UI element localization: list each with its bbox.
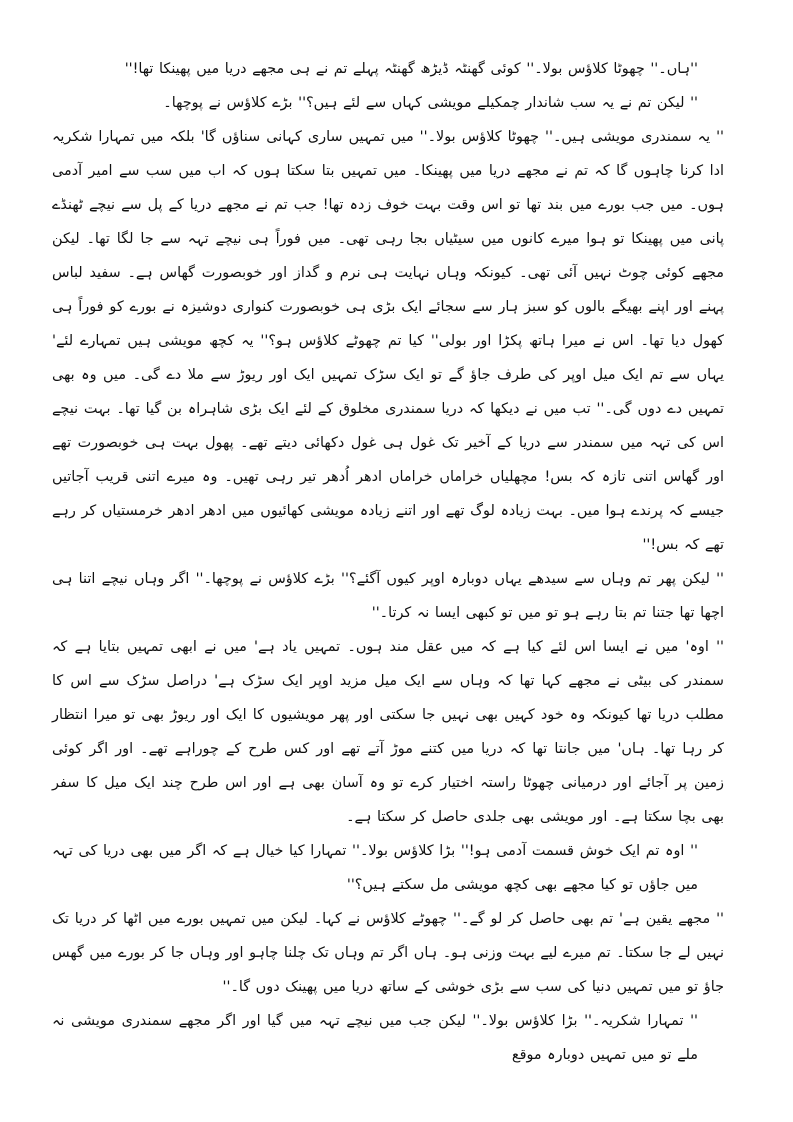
paragraph-6: '' اوہ تم ایک خوش قسمت آدمی ہو!'' بڑا کلاؤس بولا۔'' تمہارا کیا خیال ہے کہ اگر میں بھی دریا کی تہہ میں جاؤں تو کیا مجھے بھی کچھ مویشی مل سکتے ہیں؟'' (52, 843, 698, 893)
story-text (52, 52, 742, 1072)
paragraph-8: '' تمہارا شکریہ۔'' بڑا کلاؤس بولا۔'' لیکن جب میں نیچے تہہ میں گیا اور اگر مجھے سمندری مویشی نہ ملے تو میں تمہیں دوبارہ موقع (52, 1013, 698, 1063)
paragraph-2: '' لیکن تم نے یہ سب شاندار چمکیلے مویشی کہاں سے لئے ہیں؟'' بڑے کلاؤس نے پوچھا۔ (163, 95, 698, 111)
paragraph-5: '' اوہ' میں نے ایسا اس لئے کیا ہے کہ میں عقل مند ہوں۔ تمہیں یاد ہے' میں نے ابھی تمہیں بتایا ہے کہ سمندر کی بیٹی نے مجھے کہا تھا کہ وہاں سے ایک میل مزید اوپر ایک سڑک ہے' دراصل سڑک سے اس کا مطلب دریا تھا کیونکہ وہ خود کہیں بھی نہیں جا سکتی اور پھر مویشیوں کا ایک اور ریوڑ بھی تو میرا انتظار کر رہا تھا۔ ہاں' میں جانتا تھا کہ دریا میں کتنے موڑ آتے تھے اور کس طرح کے چوراہے تھے۔ اور اگر کوئی زمین پر آجائے اور درمیانی چھوٹا راستہ اختیار کرے تو وہ آسان بھی ہے اور اس طرح چند ایک میل کا سفر بھی بچا سکتا ہے۔ اور مویشی بھی جلدی حاصل کر سکتا ہے۔ (52, 639, 724, 825)
paragraph-4: '' لیکن پھر تم وہاں سے سیدھے یہاں دوبارہ اوپر کیوں آگئے؟'' بڑے کلاؤس نے پوچھا۔'' اگر وہاں نیچے اتنا ہی اچھا تھا جتنا تم بتا رہے ہو تو میں تو کبھی ایسا نہ کرتا۔'' (52, 571, 724, 621)
paragraph-1: ''ہاں۔'' چھوٹا کلاؤس بولا۔'' کوئی گھنٹہ ڈیڑھ گھنٹہ پہلے تم نے ہی مجھے دریا میں پھینکا تھا!'' (124, 61, 698, 77)
paragraph-7: '' مجھے یقین ہے' تم بھی حاصل کر لو گے۔'' چھوٹے کلاؤس نے کہا۔ لیکن میں تمہیں بورے میں اٹھا کر دریا تک نہیں لے جا سکتا۔ تم میرے لیے بہت وزنی ہو۔ ہاں اگر تم وہاں تک چلنا چاہو اور وہاں جا کر بورے میں گھس جاؤ تو میں تمہیں دنیا کی سب سے بڑی خوشی کے ساتھ دریا میں پھینک دوں گا۔'' (52, 911, 724, 995)
paragraph-3: '' یہ سمندری مویشی ہیں۔'' چھوٹا کلاؤس بولا۔'' میں تمہیں ساری کہانی سناؤں گا' بلکہ میں تمہارا شکریہ ادا کرنا چاہوں گا کہ تم نے مجھے دریا میں پھینکا۔ میں تمہیں بتا سکتا ہوں کہ اب میں سب سے امیر آدمی ہوں۔ میں جب بورے میں بند تھا تو اس وقت بہت خوف زدہ تھا! جب تم نے مجھے دریا کے پل سے نیچے ٹھنڈے پانی میں پھینکا تو ہوا میرے کانوں میں سیٹیاں بجا رہی تھی۔ میں فوراً ہی نیچے تہہ سے جا لگا تھا۔ لیکن مجھے کوئی چوٹ نہیں آئی تھی۔ کیونکہ وہاں نہایت ہی نرم و گداز اور خوبصورت گھاس ہے۔ سفید لباس پہنے اور اپنے بھیگے بالوں کو سبز ہار سے سجائے ایک بڑی ہی خوبصورت کنواری دوشیزہ نے بورے کو فوراً ہی کھول دیا تھا۔ اس نے میرا ہاتھ پکڑا اور بولی'' کیا تم چھوٹے کلاؤس ہو؟'' یہ کچھ مویشی ہیں تمہارے لئے' یہاں سے تم ایک میل اوپر کی طرف جاؤ گے تو ایک سڑک تمہیں ایک اور ریوڑ سے ملا دے گی۔ میں وہ بھی تمہیں دے دوں گی۔'' تب میں نے دیکھا کہ دریا سمندری مخلوق کے لئے ایک بڑی شاہراہ بن گیا تھا۔ بہت نیچے اس کی تہہ میں سمندر سے دریا کے آخیر تک غول ہی غول دکھائی دیتے تھے۔ پھول بہت ہی خوبصورت تھے اور گھاس اتنی تازہ کہ بس! مچھلیاں خراماں خراماں ادھر اُدھر تیر رہی تھیں۔ وہ میرے اتنی قریب آجاتیں جیسے کہ پرندے ہوا میں۔ بہت زیادہ لوگ تھے اور اتنے زیادہ مویشی کھائیوں میں ادھر ادھر خرمستیاں کر رہے تھے کہ بس!'' (52, 129, 724, 553)
